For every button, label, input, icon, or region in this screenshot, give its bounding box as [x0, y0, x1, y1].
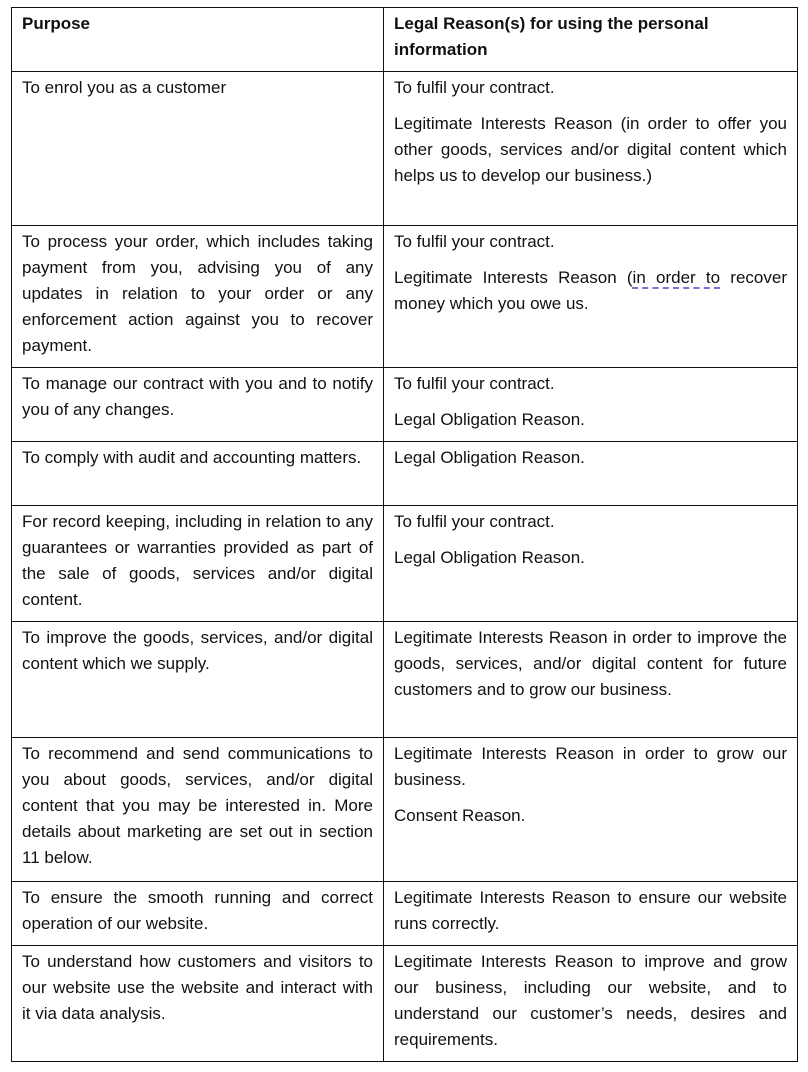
table-row [12, 506, 798, 622]
purpose-cell: To ensure the smooth running and correct operation of our website. [12, 882, 384, 946]
purpose-cell: To manage our contract with you and to notify you of any changes. [12, 368, 384, 442]
table-row [12, 226, 798, 368]
reason-cell [384, 72, 798, 226]
purpose-cell: To comply with audit and accounting matters. [12, 442, 384, 506]
table-row [12, 738, 798, 882]
header-purpose: Purpose [12, 8, 384, 72]
reason-text: Consent Reason. [394, 806, 526, 825]
reason-text: Legal Obligation Reason. [394, 448, 585, 467]
reason-text: Legitimate Interests Reason in order to grow our business. [394, 744, 787, 789]
table-row [12, 442, 798, 506]
reason-text: Legitimate Interests Reason in order to improve the goods, services, and/or digital content for future customers and to grow our business. [394, 628, 787, 699]
reason-cell [384, 946, 798, 1062]
reason-text: Legitimate Interests Reason to ensure our website runs correctly. [394, 888, 787, 933]
reason-text: Legal Obligation Reason. [394, 410, 585, 429]
reason-cell [384, 442, 798, 506]
header-legal-reason: Legal Reason(s) for using the personal information [384, 8, 798, 72]
reason-text: Legitimate Interests Reason (in order to offer you other goods, services and/or digital content which helps us to develop our business.) [394, 114, 787, 185]
table-row [12, 368, 798, 442]
reason-text-spellcheck-flagged: Legitimate Interests Reason (in order to recover money which you owe us. [394, 268, 787, 313]
purpose-cell: To enrol you as a customer [12, 72, 384, 226]
table-row [12, 72, 798, 226]
reason-cell [384, 368, 798, 442]
reason-text: To fulfil your contract. [394, 374, 555, 393]
purpose-cell: To improve the goods, services, and/or digital content which we supply. [12, 622, 384, 738]
table-row [12, 622, 798, 738]
reason-text: To fulfil your contract. [394, 78, 555, 97]
table-row [12, 946, 798, 1062]
reason-text: To fulfil your contract. [394, 232, 555, 251]
reason-cell [384, 738, 798, 882]
reason-text: To fulfil your contract. [394, 512, 555, 531]
purpose-cell: To process your order, which includes taking payment from you, advising you of any updates in relation to your order or any enforcement action against you to recover payment. [12, 226, 384, 368]
purpose-cell: For record keeping, including in relation to any guarantees or warranties provided as part of the sale of goods, services and/or digital content. [12, 506, 384, 622]
reason-cell [384, 622, 798, 738]
reason-cell [384, 506, 798, 622]
purpose-cell: To recommend and send communications to you about goods, services, and/or digital content that you may be interested in. More details about marketing are set out in section 11 below. [12, 738, 384, 882]
table-row [12, 882, 798, 946]
reason-text: Legitimate Interests Reason to improve and grow our business, including our website, and to understand our customer’s needs, desires and requirements. [394, 952, 787, 1049]
reason-cell [384, 882, 798, 946]
reason-cell [384, 226, 798, 368]
spellcheck-underline: in order to [632, 268, 721, 287]
purpose-legal-reason-table [11, 7, 798, 1062]
reason-text: Legal Obligation Reason. [394, 548, 585, 567]
table-header-row [12, 8, 798, 72]
purpose-cell: To understand how customers and visitors to our website use the website and interact with it via data analysis. [12, 946, 384, 1062]
